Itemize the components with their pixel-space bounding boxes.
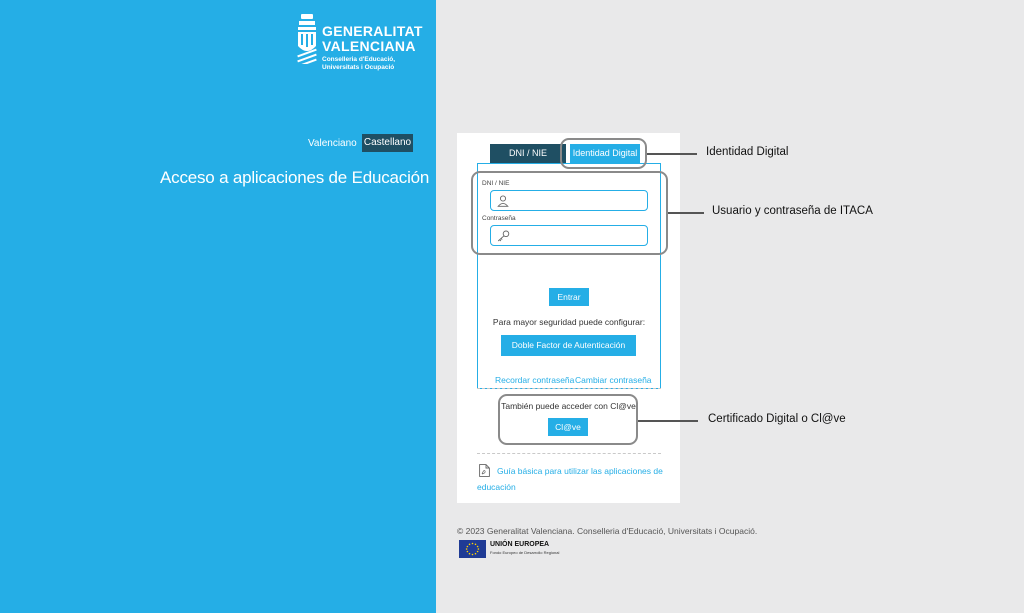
highlight-clave (498, 394, 638, 445)
annotation-identidad-digital: Identidad Digital (706, 146, 789, 158)
divider-bottom (477, 453, 661, 454)
language-valenciano-link[interactable]: Valenciano (308, 138, 357, 149)
generalitat-logo (296, 14, 426, 76)
left-panel (0, 0, 436, 613)
annotation-usuario-itaca: Usuario y contraseña de ITACA (712, 205, 873, 217)
eu-title: UNIÓN EUROPEA (490, 541, 550, 548)
guide-line-1: Guía básica para utilizar las aplicaciones de (497, 466, 663, 476)
twofa-button[interactable]: Doble Factor de Autenticación (2FA) (501, 335, 636, 356)
clave-text: También puede acceder con Cl@ve (501, 401, 636, 411)
brand-subtitle-1: Conselleria d'Educació, (322, 56, 396, 63)
dni-label: DNI / NIE (482, 180, 510, 187)
entrar-button[interactable]: Entrar (549, 288, 589, 306)
page-title: Acceso a aplicaciones de Educación (160, 168, 430, 187)
password-label: Contraseña (482, 215, 516, 222)
annotation-line-3 (638, 420, 698, 422)
eu-logo (459, 540, 589, 559)
eu-subtitle: Fondo Europeo de Desarrollo Regional (490, 550, 560, 555)
divider-top (477, 388, 661, 389)
eu-flag-icon (459, 540, 486, 558)
brand-subtitle-2: Universitats i Ocupació (322, 64, 395, 71)
annotation-line-1 (647, 153, 697, 155)
recordar-contrasena-link[interactable]: Recordar contraseña (495, 375, 575, 385)
annotation-line-2 (668, 212, 704, 214)
generalitat-emblem-icon (296, 14, 318, 64)
guide-line-2: educación (477, 482, 516, 492)
highlight-identidad-digital (560, 138, 647, 169)
security-text: Para mayor seguridad puede configurar: (492, 317, 646, 327)
cambiar-contrasena-link[interactable]: Cambiar contraseña (575, 375, 652, 385)
tab-identidad-digital[interactable]: Identidad Digital (570, 144, 640, 163)
clave-button[interactable]: Cl@ve (548, 418, 588, 436)
brand-line-2: VALENCIANA (322, 38, 416, 54)
brand-line-1: GENERALITAT (322, 23, 423, 39)
guide-link[interactable] (477, 463, 667, 495)
highlight-usuario-contrasena (471, 171, 668, 255)
tab-dni-nie[interactable]: DNI / NIE (490, 144, 566, 163)
footer-copyright: © 2023 Generalitat Valenciana. Conselleria d'Educació, Universitats i Ocupació. (457, 526, 758, 536)
pdf-icon (479, 464, 490, 477)
annotation-certificado-clave: Certificado Digital o Cl@ve (708, 413, 846, 425)
language-castellano-button[interactable]: Castellano (362, 134, 413, 152)
